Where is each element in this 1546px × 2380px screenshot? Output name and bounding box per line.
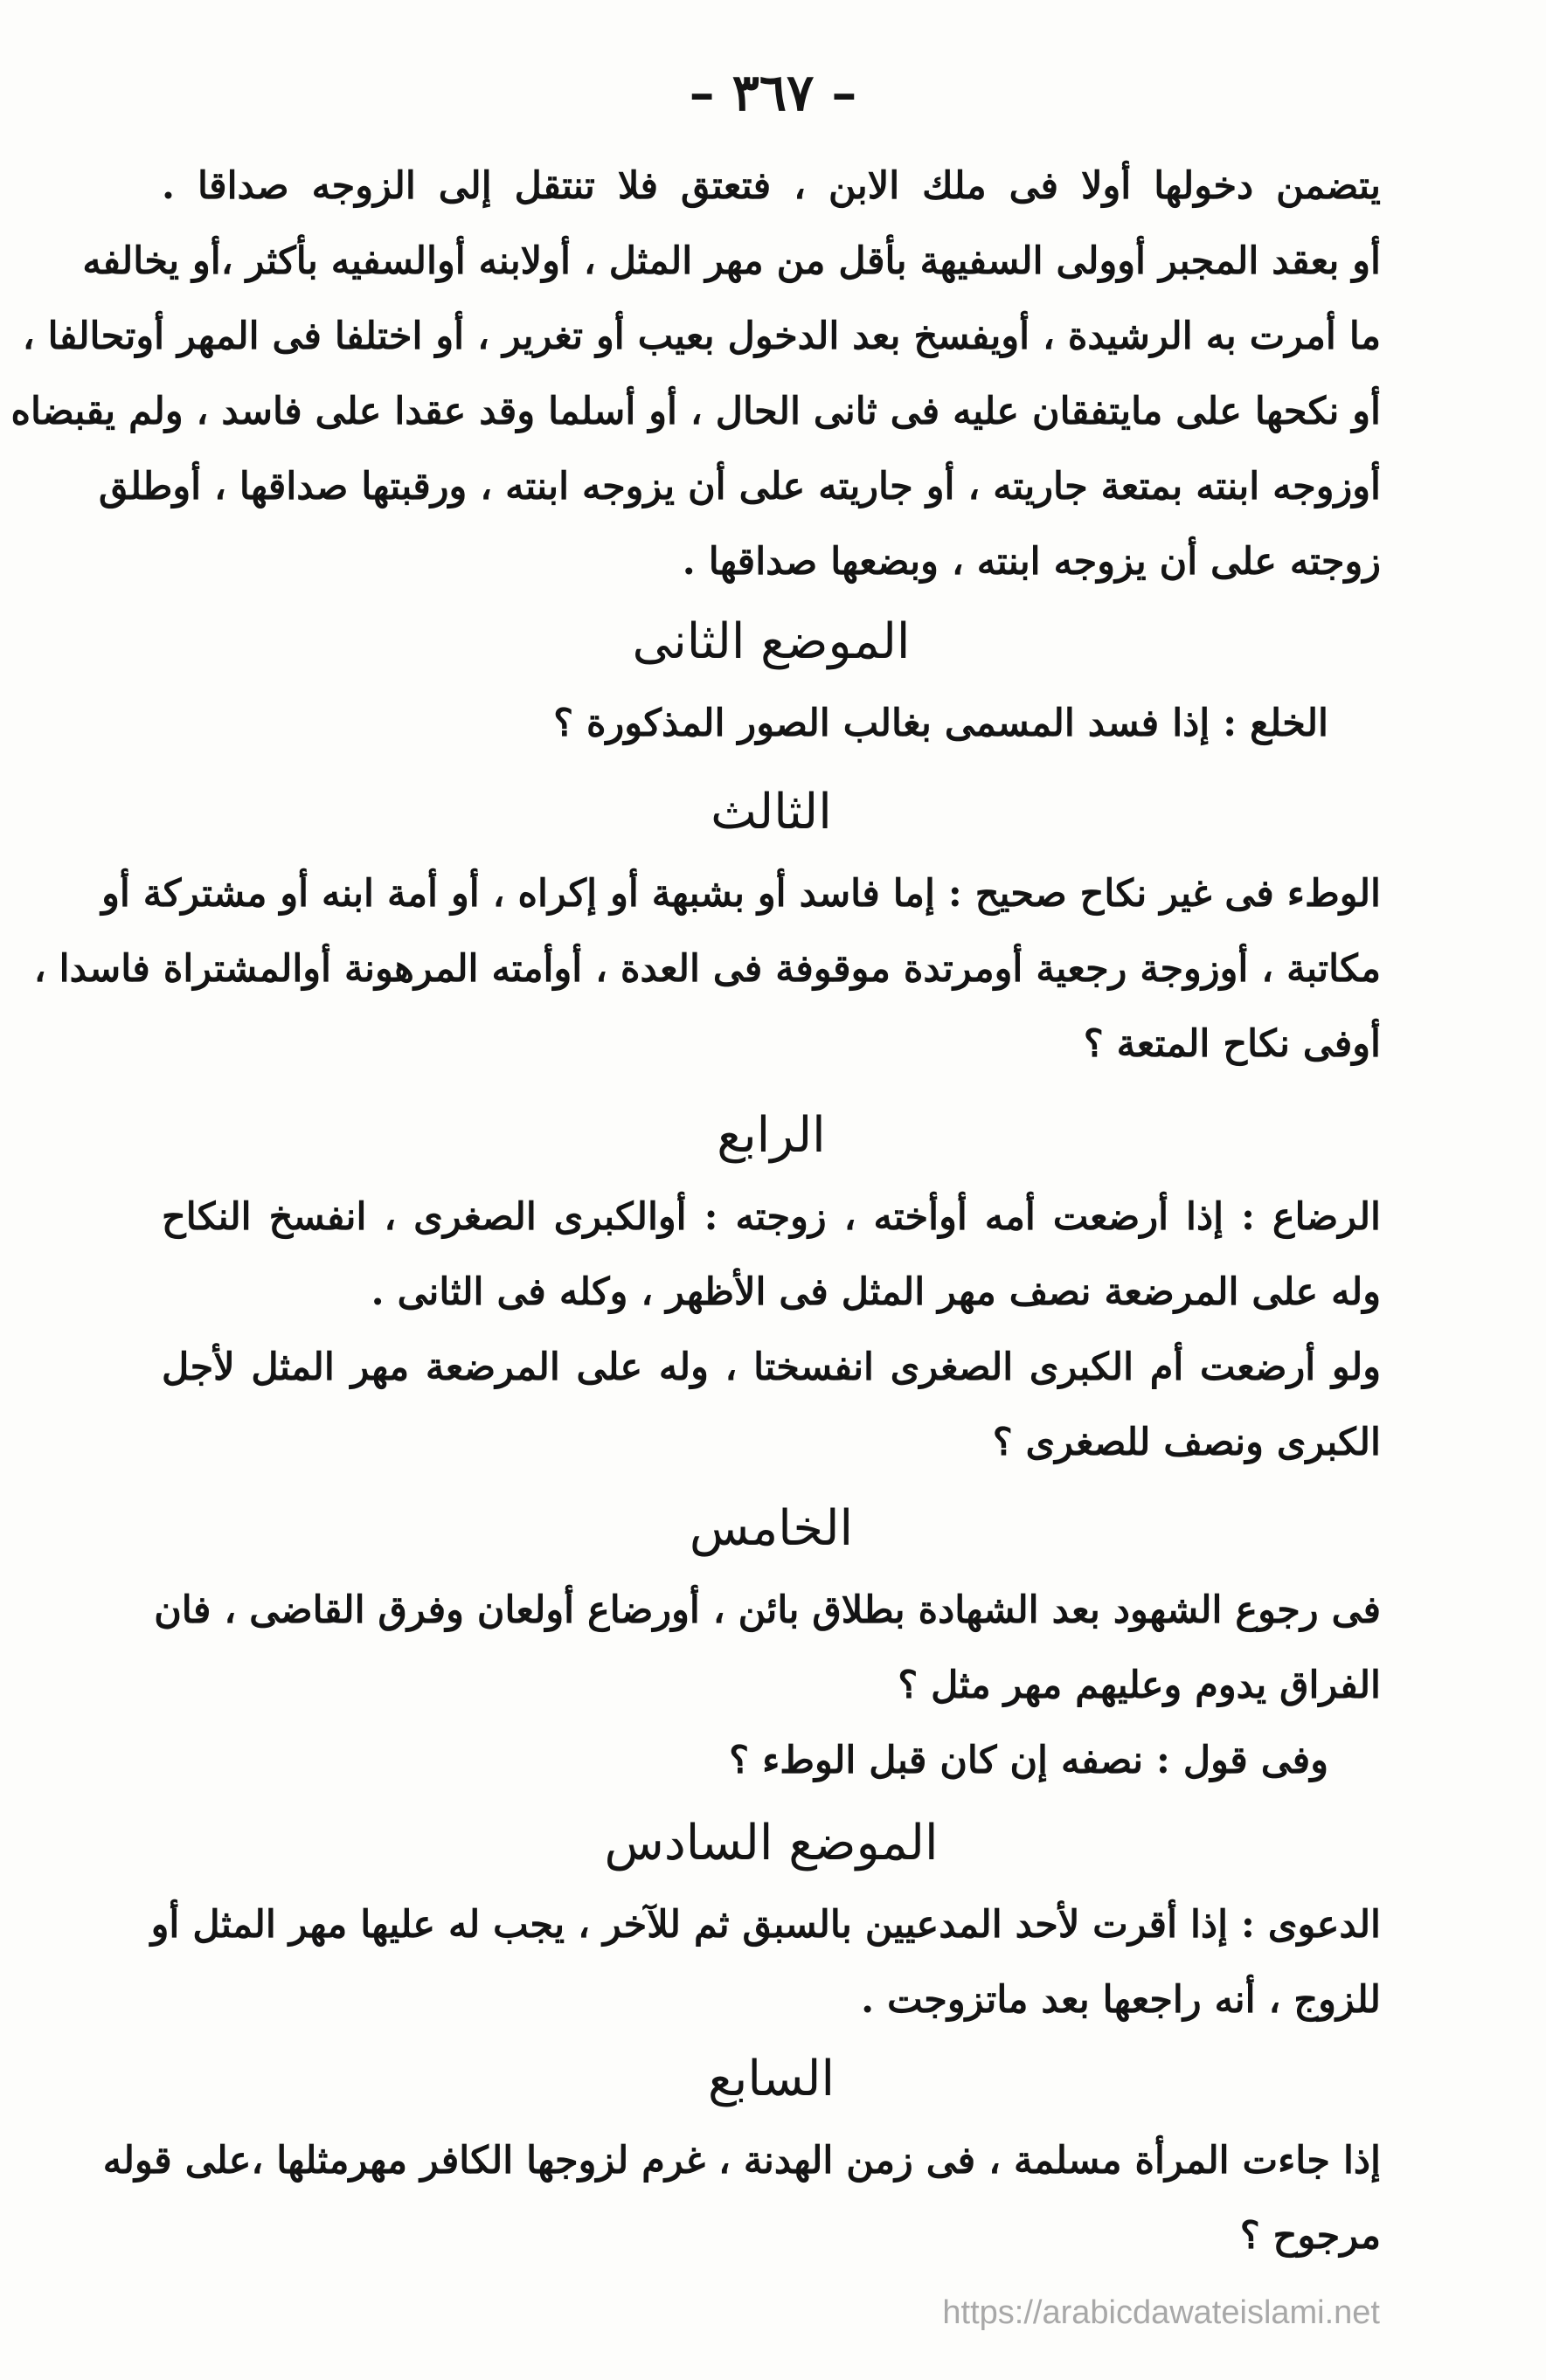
- text-line: الفراق يدوم وعليهم مهر مثل ؟: [898, 1664, 1381, 1707]
- intro-paragraph: [10, 149, 1381, 599]
- text-line: فى رجوع الشهود بعد الشهادة بطلاق بائن ، أورضاع أولعان وفرق القاضى ، فان: [154, 1588, 1381, 1632]
- section-third: [33, 769, 1381, 1082]
- text-line: زوجته على أن يزوجه ابنته ، وبضعها صداقها .: [682, 540, 1381, 584]
- text-line: وله على المرضعة نصف مهر المثل فى الأظهر ، وكله فى الثانى .: [371, 1270, 1381, 1314]
- text-line: مرجوح ؟: [1239, 2214, 1381, 2258]
- text-line: الدعوى : إذا أقرت لأحد المدعيين بالسبق ثم للآخر ، يجب له عليها مهر المثل أو: [150, 1903, 1381, 1947]
- text-line: أوزوجه ابنته بمتعة جاريته ، أو جاريته على أن يزوجه ابنته ، ورقبتها صداقها ، أوطلق: [99, 465, 1381, 509]
- text-line: مكاتبة ، أوزوجة رجعية أومرتدة موقوفة فى العدة ، أوأمته المرهونة أوالمشتراة فاسدا ،: [33, 947, 1381, 991]
- section-heading: السابع: [707, 2051, 835, 2107]
- text-line: أو نكحها على مايتفقان عليه فى ثانى الحال ، أو أسلما وقد عقدا على فاسد ، ولم يقبضاه: [10, 390, 1381, 433]
- text-line: وفى قول : نصفه إن كان قبل الوطء ؟: [729, 1739, 1328, 1782]
- text-line: الرضاع : إذا أرضعت أمه أوأخته ، زوجته : أوالكبرى الصغرى ، انفسخ النكاح: [162, 1195, 1381, 1239]
- text-line: إذا جاءت المرأة مسلمة ، فى زمن الهدنة ، غرم لزوجها الكافر مهرمثلها ،على قوله: [102, 2139, 1381, 2183]
- text-line: أوفى نكاح المتعة ؟: [1083, 1022, 1381, 1066]
- section-sixth: [150, 1800, 1381, 2038]
- section-second: [162, 598, 1381, 761]
- text-line: يتضمن دخولها أولا فى ملك الابن ، فتعتق فلا تنتقل إلى الزوجه صداقا .: [162, 164, 1381, 208]
- text-line: الوطء فى غير نكاح صحيح : إما فاسد أو بشبهة أو إكراه ، أو أمة ابنه أو مشتركة أو: [101, 872, 1381, 916]
- section-heading: الموضع السادس: [604, 1815, 939, 1871]
- section-heading: الثالث: [711, 784, 832, 841]
- section-fourth: [162, 1092, 1381, 1480]
- section-heading: الموضع الثانى: [632, 613, 911, 670]
- section-heading: الرابع: [717, 1107, 826, 1164]
- page-number: – ٣٦٧ –: [689, 63, 857, 122]
- section-heading: الخامس: [689, 1500, 854, 1557]
- text-line: الخلع : إذا فسد المسمى بغالب الصور المذكورة ؟: [553, 702, 1328, 745]
- text-line: أو بعقد المجبر أوولى السفيهة بأقل من مهر المثل ، أولابنه أوالسفيه بأكثر ،أو يخالفه: [82, 239, 1381, 283]
- section-fifth: [154, 1485, 1381, 1798]
- text-line: الكبرى ونصف للصغرى ؟: [992, 1421, 1381, 1464]
- watermark-url: https://arabicdawateislami.net: [942, 2294, 1380, 2331]
- text-line: للزوج ، أنه راجعها بعد ماتزوجت .: [861, 1978, 1381, 2022]
- text-line: ولو أرضعت أم الكبرى الصغرى انفسختا ، وله على المرضعة مهر المثل لأجل: [162, 1346, 1381, 1389]
- section-seventh: [102, 2036, 1381, 2273]
- text-line: ما أمرت به الرشيدة ، أويفسخ بعد الدخول بعيب أو تغرير ، أو اختلفا فى المهر أوتحالفا ،: [22, 315, 1381, 358]
